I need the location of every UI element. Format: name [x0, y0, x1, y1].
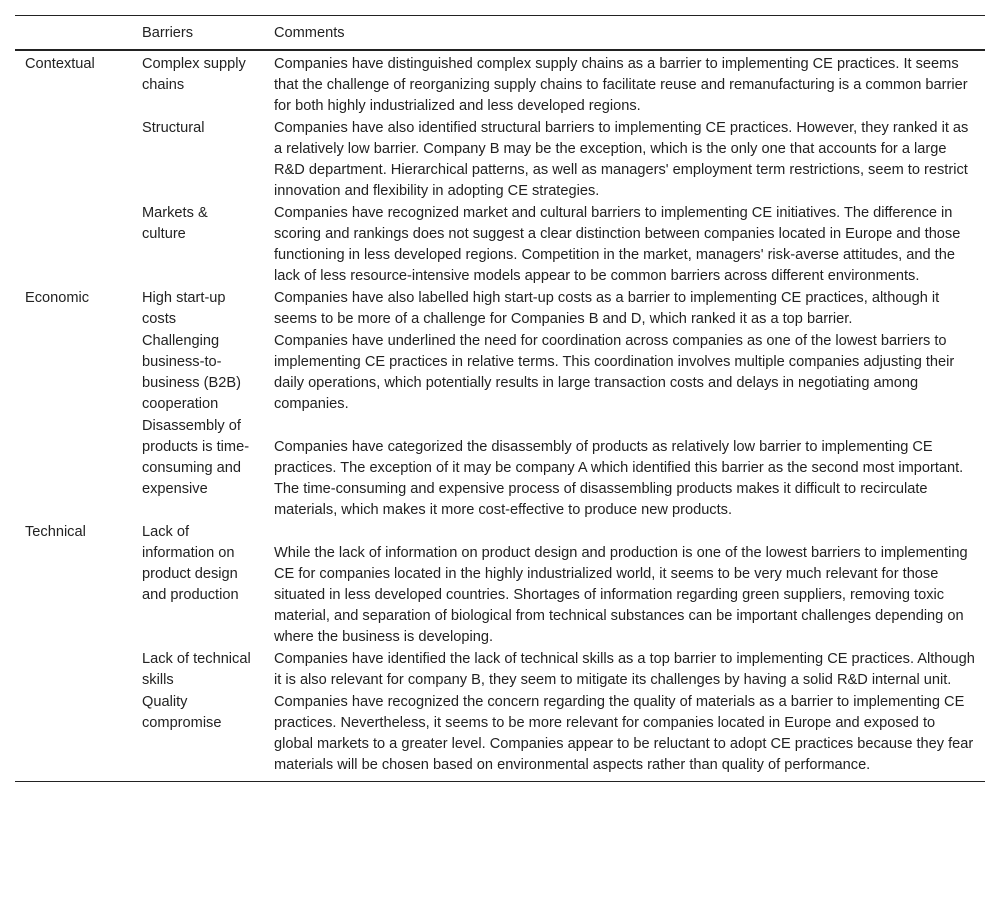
table-row — [15, 117, 985, 202]
table-row — [15, 691, 985, 782]
category-cell: Economic — [25, 290, 90, 306]
table-row — [15, 50, 985, 117]
comment-cell: Companies have recognized the concern regarding the quality of materials as a barrier to implementing CE practices. Nevertheless, it seems to be more relevant for companies located in Europe and exposed to global markets to a greater level. Companies appear to be reluctant to adopt CE practices because they fear materials will be chosen based on environmental aspects rather than quality of performance. — [274, 694, 974, 773]
barriers-table — [15, 15, 985, 782]
comment-cell: Companies have categorized the disassembly of products as relatively low barrier to implementing CE practices. The exception of it may be company A which identified this barrier as the second most important. The time-consuming and expensive process of disassembling products makes it difficult to recirculate materials, which makes it more cost-effective to produce new products. — [274, 439, 964, 518]
table-row — [15, 330, 985, 415]
comment-cell: Companies have distinguished complex supply chains as a barrier to implementing CE practices. It seems that the challenge of reorganizing supply chains to facilitate reuse and remanufacturing is a common barrier for both highly industrialized and less developed regions. — [274, 56, 968, 114]
comment-cell: Companies have identified the lack of technical skills as a top barrier to implementing CE practices. Although it is also relevant for company B, they seem to mitigate its challenges by having a solid R&D internal unit. — [274, 651, 975, 688]
header-category — [15, 16, 132, 51]
header-barriers: Barriers — [142, 25, 194, 41]
barrier-cell: Structural — [142, 120, 205, 136]
barrier-cell: Lack of technical skills — [142, 651, 251, 688]
comment-cell: Companies have also labelled high start-up costs as a barrier to implementing CE practices, although it seems to be more of a challenge for Companies B and D, which ranked it as a top barrier. — [274, 290, 940, 327]
comment-cell: Companies have underlined the need for coordination across companies as one of the lowest barriers to implementing CE practices in relative terms. This coordination involves multiple companies adjusting their daily operations, which potentially results in large transaction costs and delays in negotiating among companies. — [274, 333, 955, 412]
barrier-cell: Lack of information on product design and production — [142, 524, 239, 603]
table-row — [15, 415, 985, 521]
barrier-cell: Markets & culture — [142, 205, 208, 242]
header-comments: Comments — [274, 25, 345, 41]
table-body — [15, 50, 985, 782]
barrier-cell: Complex supply chains — [142, 56, 246, 93]
comment-cell: Companies have also identified structural barriers to implementing CE practices. However, they ranked it as a relatively low barrier. Company B may be the exception, which is the only one that accounts for a large R&D department. Hierarchical patterns, as well as managers' employment term restrictions, seem to restrict innovation and flexibility in adopting CE strategies. — [274, 120, 969, 199]
table-row — [15, 521, 985, 648]
header-row — [15, 16, 985, 51]
barrier-cell: Challenging business-to-business (B2B) cooperation — [142, 333, 241, 412]
category-cell: Contextual — [25, 56, 95, 72]
table-row — [15, 648, 985, 691]
barrier-cell: High start-up costs — [142, 290, 226, 327]
barrier-cell: Quality compromise — [142, 694, 222, 731]
table-row — [15, 287, 985, 330]
table-header — [15, 16, 985, 51]
table-row — [15, 202, 985, 287]
barrier-cell: Disassembly of products is time-consuming and expensive — [142, 418, 250, 497]
category-cell: Technical — [25, 524, 86, 540]
comment-cell: Companies have recognized market and cultural barriers to implementing CE initiatives. The difference in scoring and rankings does not suggest a clear distinction between companies located in Europe and those functioning in less developed regions. Competition in the market, managers' risk-averse attitudes, and the lack of less resource-intensive models appear to be common barriers across different environments. — [274, 205, 961, 284]
comment-cell: While the lack of information on product design and production is one of the lowest barriers to implementing CE for companies located in the highly industrialized world, it seems to be very much relevant for those situated in less developed countries. Shortages of information regarding green suppliers, removing toxic material, and separation of biological from technical substances can be important challenges depending on where the business is developing. — [274, 545, 968, 645]
